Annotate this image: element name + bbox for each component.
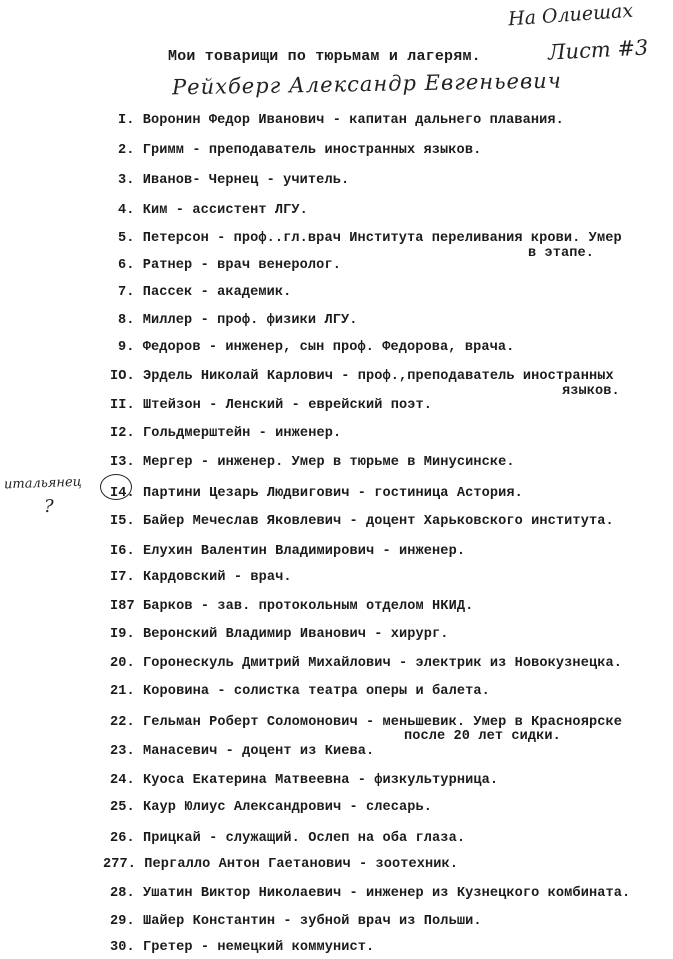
list-item [103,857,458,872]
list-item [110,369,614,384]
list-item-number: I7. [110,570,135,585]
list-item-number: I6. [110,544,135,559]
list-item [118,340,514,355]
list-item-number: I2. [110,426,135,441]
list-item-number: 25. [110,800,135,815]
list-item-text: Куоса Екатерина Матвеевна - физкультурница. [134,773,499,788]
list-item-number: I. [118,113,135,128]
list-item-number: 7. [118,285,135,300]
list-item-text: Прицкай - служащий. Ослеп на оба глаза. [134,831,466,846]
list-item [110,514,614,529]
list-item-text: Пассек - академик. [134,285,292,300]
list-item [110,800,432,815]
margin-note: итальянец [3,474,82,493]
list-item [110,398,432,413]
handwritten-note-top-line2: Лист #3 [547,35,649,65]
list-item-text: Партини Цезарь Людвигович - гостиница Астория. [134,486,523,501]
list-item-text: Гретер - немецкий коммунист. [134,940,375,955]
list-item [110,744,374,759]
list-item-number: II. [110,398,135,413]
list-item-text: Мергер - инженер. Умер в тюрьме в Минусинске. [134,455,515,470]
list-item-number: I5. [110,514,135,529]
list-item-number: 26. [110,831,135,846]
list-item-number: 24. [110,773,135,788]
list-item [118,258,341,273]
list-item-number: I87 [110,599,135,614]
margin-question-mark: ? [44,496,54,517]
list-item [118,313,357,328]
list-item-text: Воронин Федор Иванович - капитан дальнего плавания. [134,113,564,128]
list-item-text: Байер Мечеслав Яковлевич - доцент Харьковского института. [134,514,614,529]
list-item [110,684,490,699]
list-item-number: I4. [110,486,135,501]
list-item [110,715,622,730]
list-item-number: 2. [118,143,135,158]
list-item [110,627,449,642]
list-item [110,426,341,441]
list-item [110,486,523,501]
list-item-number: 28. [110,886,135,901]
list-item-number: 8. [118,313,135,328]
list-item-text: Елухин Валентин Владимирович - инженер. [134,544,466,559]
list-item-text: Петерсон - проф..гл.врач Института переливания крови. Умер [134,231,622,246]
list-item-text: Гельман Роберт Соломонович - меньшевик. Умер в Красноярске [134,715,622,730]
list-item-text: Манасевич - доцент из Киева. [134,744,375,759]
list-item-text: Эрдель Николай Карлович - проф.,преподаватель иностранных [134,369,614,384]
list-item-number: 23. [110,744,135,759]
list-item-text: Горонескуль Дмитрий Михайлович - электрик из Новокузнецка. [134,656,622,671]
list-item [110,656,622,671]
list-item-number: 29. [110,914,135,929]
list-item-text: Каур Юлиус Александрович - слесарь. [134,800,433,815]
list-item-number: I3. [110,455,135,470]
list-item-text: Штейзон - Ленский - еврейский поэт. [134,398,433,413]
list-item [118,113,564,128]
list-item-text: Пергалло Антон Гаетанович - зоотехник. [136,857,459,872]
list-item-text: Иванов- Чернец - учитель. [134,173,350,188]
list-item [110,773,498,788]
list-item [118,285,291,300]
list-item-continuation: после 20 лет сидки. [404,729,561,744]
list-item-number: 6. [118,258,135,273]
list-item-text: Барков - зав. протокольным отделом НКИД. [134,599,474,614]
list-item-text: Кардовский - врач. [134,570,292,585]
list-item [110,831,465,846]
list-item-text: Миллер - проф. физики ЛГУ. [134,313,358,328]
list-item-text: Гольдмерштейн - инженер. [134,426,342,441]
page-title: Мои товарищи по тюрьмам и лагерям. [168,48,481,65]
list-item-text: Гримм - преподаватель иностранных языков. [134,143,482,158]
list-item-text: Шайер Константин - зубной врач из Польши. [134,914,482,929]
list-item-number: 21. [110,684,135,699]
list-item-number: IO. [110,369,135,384]
list-item-text: Веронский Владимир Иванович - хирург. [134,627,449,642]
list-item-text: Федоров - инженер, сын проф. Федорова, врача. [134,340,515,355]
list-item-text: Ратнер - врач венеролог. [134,258,341,273]
list-item [110,914,482,929]
list-item [110,886,630,901]
list-item [110,570,292,585]
list-item [118,203,308,218]
list-item [110,544,465,559]
list-item-number: 30. [110,940,135,955]
list-item [110,940,374,955]
list-item [110,599,473,614]
handwritten-note-top-line1: На Олиешах [507,0,634,31]
list-item-number: 20. [110,656,135,671]
list-item-number: 3. [118,173,135,188]
list-item-text: Ким - ассистент ЛГУ. [134,203,308,218]
list-item-text: Коровина - солистка театра оперы и балета. [134,684,490,699]
handwritten-author-name: Рейхберг Александр Евгеньевич [171,68,562,100]
list-item-number: 5. [118,231,135,246]
list-item-number: I9. [110,627,135,642]
list-item [118,173,349,188]
list-item-number: 22. [110,715,135,730]
list-item-number: 277. [103,857,137,872]
list-item-continuation: в этапе. [528,246,595,261]
list-item [118,231,622,246]
list-item-number: 4. [118,203,135,218]
list-item-number: 9. [118,340,135,355]
list-item [118,143,481,158]
list-item-text: Ушатин Виктор Николаевич - инженер из Кузнецкого комбината. [134,886,631,901]
list-item-continuation: языков. [562,384,620,399]
list-item [110,455,515,470]
